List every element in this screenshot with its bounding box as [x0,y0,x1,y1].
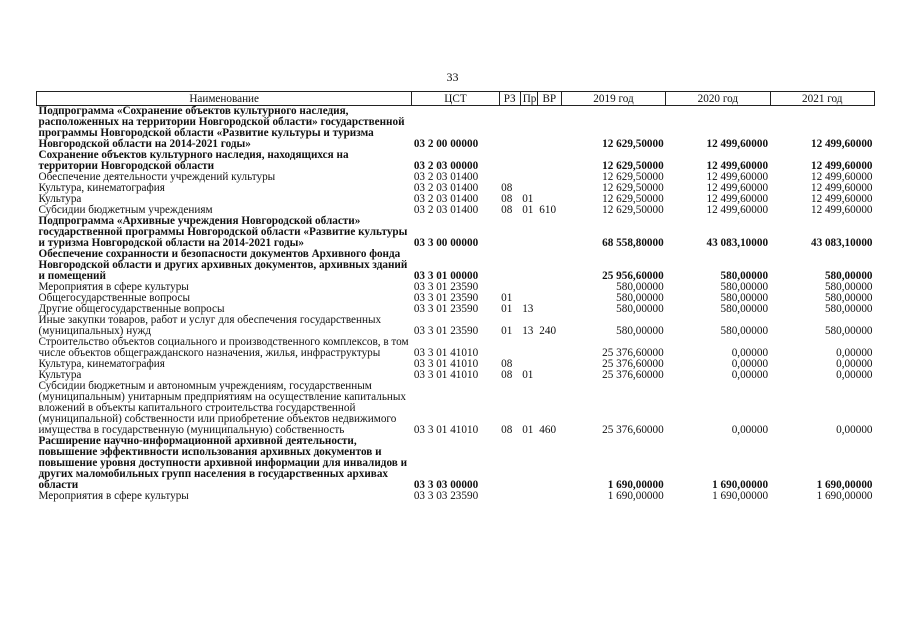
row-vr [537,436,561,491]
row-name: Культура, кинематография [38,182,165,194]
row-pr: 01 [522,193,534,205]
row-2021: 43 083,10000 [810,237,873,249]
row-cst: 03 2 03 01400 [413,193,479,205]
row-2019: 12 629,50000 [602,182,664,194]
row-name: Подпрограмма «Архивные учреждения Новгородской области» государственной программы Новгородской области «Развитие культуры и туризма Новгородской области на 2014-2021 годы» [38,215,408,249]
row-2020: 12 499,60000 [706,182,769,194]
row-vr [537,370,561,381]
row-rz [499,106,520,151]
row-vr: 240 [539,325,557,337]
row-2019: 25 376,60000 [602,424,664,436]
row-pr [520,216,537,249]
row-2020: 12 499,60000 [706,160,769,172]
table-row [37,150,875,172]
row-rz: 01 [501,303,513,315]
row-name: Культура, кинематография [38,358,165,370]
row-rz: 08 [501,424,513,436]
row-vr [537,359,561,370]
row-2019: 25 376,60000 [602,347,664,359]
row-2020: 43 083,10000 [706,237,769,249]
row-2019: 12 629,50000 [602,204,664,216]
row-2019: 12 629,50000 [602,160,664,172]
row-name: Иные закупки товаров, работ и услуг для обеспечения государственных (муниципальных) нужд [38,314,382,337]
row-name: Субсидии бюджетным и автономным учреждениям, государственным (муниципальным) унитарным предприятиям на осуществление капитальных вложений в объекты капитального строительства государственной (муниципальной) собственности или приобретение объектов недвижимого имущества в государственную (муниципальную) собственность [38,380,407,436]
row-rz: 08 [501,193,513,205]
row-rz [499,491,520,502]
row-2021: 0,00000 [836,347,873,359]
row-rz: 08 [501,369,513,381]
row-2019: 25 376,60000 [602,358,664,370]
table-row [37,216,875,249]
row-pr: 01 [522,424,534,436]
row-rz [499,216,520,249]
row-name: Культура [38,193,82,205]
row-2020: 580,00000 [720,325,769,337]
table-row [37,315,875,337]
row-2019: 580,00000 [616,281,664,293]
row-cst: 03 3 01 41010 [413,347,479,359]
row-2020: 12 499,60000 [706,171,769,183]
row-2019: 12 629,50000 [602,193,664,205]
row-2021: 580,00000 [824,292,873,304]
row-2021: 1 690,00000 [816,490,873,502]
row-rz [499,337,520,359]
row-2019: 25 376,60000 [602,369,664,381]
table-row [37,381,875,436]
row-rz [499,436,520,491]
row-cst: 03 2 03 01400 [413,182,479,194]
row-name: Обеспечение деятельности учреждений культуры [38,171,276,183]
row-2021: 580,00000 [824,325,873,337]
row-cst: 03 3 01 00000 [413,270,479,282]
row-2021: 580,00000 [824,281,873,293]
row-vr [537,491,561,502]
row-2019: 68 558,80000 [602,237,664,249]
row-name: Мероприятия в сфере культуры [38,490,189,502]
row-rz: 08 [501,182,513,194]
row-pr: 13 [522,303,534,315]
row-name: Расширение научно-информационной архивной деятельности, повышение эффективности использования архивных документов и повышение уровня доступности архивной информации для инвалидов и других маломобильных групп населения в государственных архивах области [38,435,408,491]
row-2020: 0,00000 [731,347,769,359]
row-rz: 08 [501,204,513,216]
row-pr [520,491,537,502]
row-name: Сохранение объектов культурного наследия, находящихся на территории Новгородской области [38,149,349,172]
row-name: Мероприятия в сфере культуры [38,281,189,293]
row-name: Другие общегосударственные вопросы [38,303,225,315]
row-2020: 1 690,00000 [712,490,769,502]
row-cst: 03 2 00 00000 [413,138,479,150]
row-2019: 580,00000 [616,292,664,304]
row-2021: 1 690,00000 [816,479,873,491]
row-2020: 580,00000 [720,281,769,293]
row-rz [499,150,520,172]
table-row [37,491,875,502]
row-vr [537,249,561,282]
row-vr [537,337,561,359]
table-row [37,106,875,151]
row-pr [520,106,537,151]
row-2020: 580,00000 [720,270,769,282]
row-2021: 0,00000 [836,358,873,370]
row-2021: 12 499,60000 [810,193,873,205]
row-pr [520,249,537,282]
row-name: Строительство объектов социального и производственного комплексов, в том числе объектов общегражданского назначения, жилья, инфраструктуры [38,336,409,359]
row-2020: 12 499,60000 [706,204,769,216]
budget-table [36,91,875,502]
row-2020: 12 499,60000 [706,193,769,205]
row-2021: 12 499,60000 [810,171,873,183]
row-2021: 580,00000 [824,270,873,282]
row-cst: 03 2 03 00000 [413,160,479,172]
row-2021: 0,00000 [836,424,873,436]
row-name: Обеспечение сохранности и безопасности документов Архивного фонда Новгородской области и других архивных документов, архивных зданий и помещений [38,248,408,282]
row-rz: 08 [501,358,513,370]
row-vr [537,282,561,293]
header-pr: Пр [520,92,537,106]
row-vr: 610 [539,204,557,216]
row-cst: 03 3 03 00000 [413,479,479,491]
row-2019: 580,00000 [616,325,664,337]
row-pr: 01 [522,204,534,216]
row-2021: 12 499,60000 [810,138,873,150]
row-cst: 03 3 03 23590 [413,490,479,502]
row-name: Культура [38,369,82,381]
row-pr [520,337,537,359]
row-2021: 12 499,60000 [810,204,873,216]
row-vr [537,293,561,304]
row-2020: 580,00000 [720,292,769,304]
row-vr: 460 [539,424,557,436]
page-number: 33 [446,70,459,84]
header-2019: 2019 год [561,92,665,106]
row-2019: 580,00000 [616,303,664,315]
row-2019: 12 629,50000 [602,171,664,183]
header-cst: ЦСТ [412,92,499,106]
row-cst: 03 2 03 01400 [413,204,479,216]
row-vr [537,216,561,249]
row-cst: 03 3 01 23590 [413,281,479,293]
row-2020: 580,00000 [720,303,769,315]
row-2021: 580,00000 [824,303,873,315]
row-cst: 03 2 03 01400 [413,171,479,183]
row-cst: 03 3 01 23590 [413,292,479,304]
row-name: Общегосударственные вопросы [38,292,191,304]
row-2019: 1 690,00000 [607,490,664,502]
row-2020: 0,00000 [731,358,769,370]
row-rz: 01 [501,325,513,337]
row-rz: 01 [501,292,513,304]
row-cst: 03 3 01 41010 [413,358,479,370]
table-row [37,249,875,282]
row-vr [537,172,561,183]
row-pr [520,172,537,183]
row-pr: 13 [522,325,534,337]
row-2021: 12 499,60000 [810,182,873,194]
row-2021: 0,00000 [836,369,873,381]
row-pr: 01 [522,369,534,381]
header-2020: 2020 год [666,92,770,106]
row-pr [520,436,537,491]
row-cst: 03 3 01 23590 [413,325,479,337]
row-vr [537,106,561,151]
row-vr [537,183,561,194]
row-2020: 12 499,60000 [706,138,769,150]
row-2020: 1 690,00000 [712,479,769,491]
row-2019: 12 629,50000 [602,138,664,150]
row-vr [537,150,561,172]
header-vr: ВР [537,92,561,106]
row-2019: 1 690,00000 [607,479,664,491]
row-2021: 12 499,60000 [810,160,873,172]
table-row [37,436,875,491]
row-cst: 03 3 01 23590 [413,303,479,315]
row-rz [499,249,520,282]
row-2019: 25 956,60000 [602,270,664,282]
row-2020: 0,00000 [731,369,769,381]
row-2020: 0,00000 [731,424,769,436]
row-cst: 03 3 01 41010 [413,424,479,436]
table-header-row [37,92,875,106]
row-name: Подпрограмма «Сохранение объектов культурного наследия, расположенных на территории Новгородской области» государственной программы Новгородской области «Развитие культуры и туризма Новгородской области на 2014-2021 годы» [38,105,405,150]
row-pr [520,150,537,172]
header-2021: 2021 год [770,92,874,106]
header-rz: РЗ [499,92,520,106]
row-vr [537,304,561,315]
row-name: Субсидии бюджетным учреждениям [38,204,213,216]
table-row [37,337,875,359]
row-cst: 03 3 01 41010 [413,369,479,381]
header-name: Наименование [37,92,412,106]
row-pr [520,282,537,293]
row-cst: 03 3 00 00000 [413,237,479,249]
